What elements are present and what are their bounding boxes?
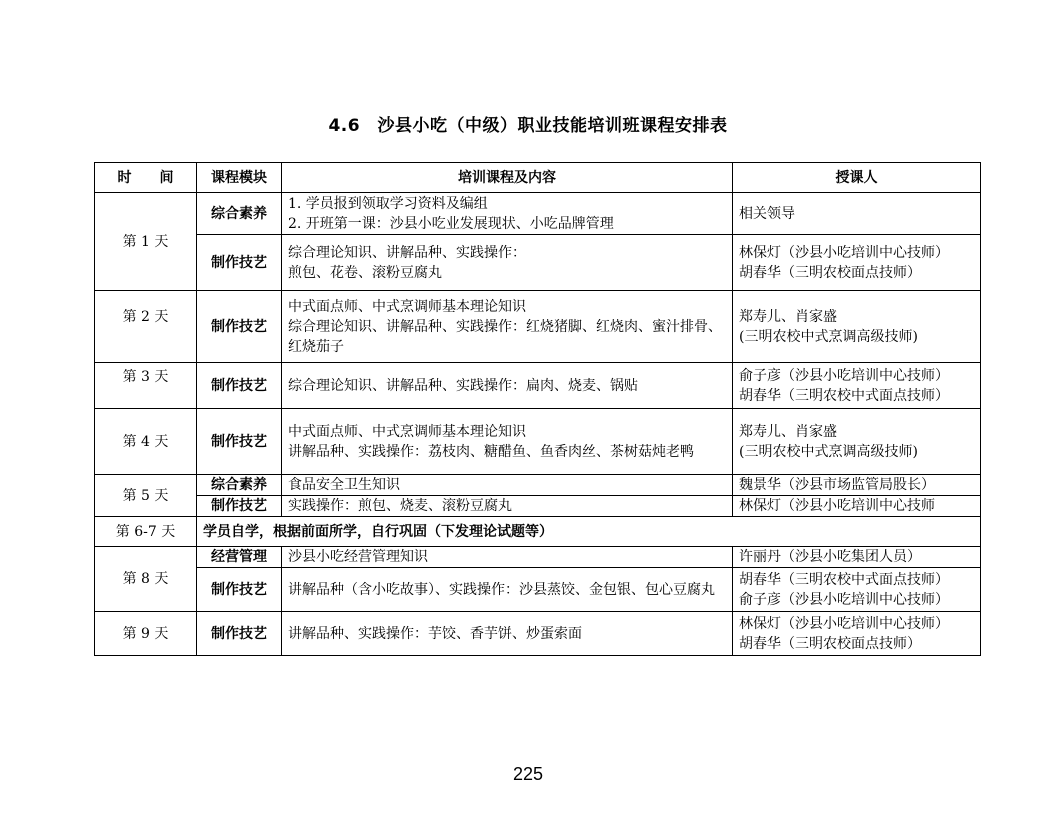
content-line: 综合理论知识、讲解品种、实践操作：红烧猪脚、红烧肉、蜜汁排骨、红烧茄子	[288, 318, 722, 355]
module-cell: 制作技艺	[197, 409, 282, 475]
day-cell: 第 1 天	[95, 193, 197, 291]
teacher-line: 俞子彦（沙县小吃培训中心技师）	[739, 367, 949, 384]
content-cell	[282, 235, 733, 291]
content-cell	[282, 496, 733, 517]
self-study-cell: 学员自学，根据前面所学，自行巩固（下发理论试题等）	[197, 517, 981, 547]
content-line: 中式面点师、中式烹调师基本理论知识	[288, 423, 526, 440]
content-cell	[282, 363, 733, 409]
teacher-cell	[733, 193, 981, 235]
content-line: 讲解品种、实践操作：芋饺、香芋饼、炒蛋索面	[288, 625, 582, 642]
module-cell: 制作技艺	[197, 612, 282, 656]
table-row	[95, 409, 981, 475]
page-title: 4.6 沙县小吃（中级）职业技能培训班课程安排表	[328, 116, 728, 136]
content-cell	[282, 612, 733, 656]
table-header-row	[95, 163, 981, 193]
teacher-line: 郑寿儿、肖家盛	[739, 423, 837, 440]
teacher-line: 林保灯（沙县小吃培训中心技师	[739, 498, 935, 514]
table-row	[95, 517, 981, 547]
table-row	[95, 612, 981, 656]
teacher-line: 郑寿儿、肖家盛	[739, 308, 837, 325]
content-line: 2. 开班第一课：沙县小吃业发展现状、小吃品牌管理	[288, 215, 614, 232]
content-line: 讲解品种、实践操作：荔枝肉、糖醋鱼、鱼香肉丝、茶树菇炖老鸭	[288, 443, 694, 460]
teacher-line: 许丽丹（沙县小吃集团人员）	[739, 549, 921, 565]
teacher-cell	[733, 496, 981, 517]
day-cell: 第 2 天	[95, 291, 197, 363]
teacher-cell	[733, 568, 981, 612]
teacher-line: 相关领导	[739, 205, 795, 222]
module-cell: 制作技艺	[197, 496, 282, 517]
teacher-line: 胡春华（三明农校中式面点技师）	[739, 387, 949, 404]
day-cell: 第 3 天	[95, 363, 197, 409]
module-cell: 制作技艺	[197, 568, 282, 612]
module-cell: 制作技艺	[197, 363, 282, 409]
day-cell: 第 9 天	[95, 612, 197, 656]
teacher-cell	[733, 409, 981, 475]
day-cell: 第 8 天	[95, 547, 197, 612]
teacher-cell	[733, 547, 981, 568]
teacher-line: (三明农校中式烹调高级技师)	[739, 443, 918, 460]
module-cell: 制作技艺	[197, 291, 282, 363]
teacher-line: 胡春华（三明农校面点技师）	[739, 635, 921, 652]
day-cell: 第 6-7 天	[95, 517, 197, 547]
page-number: 225	[512, 764, 544, 784]
module-cell: 综合素养	[197, 193, 282, 235]
teacher-line: (三明农校中式烹调高级技师)	[739, 328, 918, 345]
header-teacher: 授课人	[733, 163, 981, 193]
teacher-cell	[733, 235, 981, 291]
teacher-line: 胡春华（三明农校中式面点技师）	[739, 571, 949, 588]
table-row	[95, 547, 981, 568]
content-line: 实践操作：煎包、烧麦、滚粉豆腐丸	[288, 498, 512, 514]
schedule-table	[94, 162, 981, 656]
content-cell	[282, 547, 733, 568]
table-row	[95, 291, 981, 363]
header-time: 时 间	[95, 163, 197, 193]
content-cell	[282, 475, 733, 496]
content-line: 中式面点师、中式烹调师基本理论知识	[288, 298, 526, 315]
module-cell: 综合素养	[197, 475, 282, 496]
content-cell	[282, 568, 733, 612]
table-row	[95, 363, 981, 409]
content-line: 1. 学员报到领取学习资料及编组	[288, 195, 488, 212]
teacher-cell	[733, 291, 981, 363]
content-line: 沙县小吃经营管理知识	[288, 549, 428, 565]
content-line: 煎包、花卷、滚粉豆腐丸	[288, 264, 442, 281]
table-row	[95, 496, 981, 517]
teacher-line: 林保灯（沙县小吃培训中心技师）	[739, 615, 949, 632]
content-line: 综合理论知识、讲解品种、实践操作：扁肉、烧麦、锅贴	[288, 377, 638, 394]
teacher-line: 胡春华（三明农校面点技师）	[739, 264, 921, 281]
teacher-line: 魏景华（沙县市场监管局股长）	[739, 477, 935, 493]
day-cell: 第 4 天	[95, 409, 197, 475]
content-line: 综合理论知识、讲解品种、实践操作：	[288, 244, 526, 261]
table-row	[95, 193, 981, 235]
content-cell	[282, 291, 733, 363]
teacher-line: 俞子彦（沙县小吃培训中心技师）	[739, 591, 949, 608]
teacher-cell	[733, 475, 981, 496]
table-row	[95, 235, 981, 291]
content-line: 讲解品种（含小吃故事）、实践操作：沙县蒸饺、金包银、包心豆腐丸	[288, 581, 715, 598]
day-cell: 第 5 天	[95, 475, 197, 517]
table-row	[95, 475, 981, 496]
content-cell	[282, 193, 733, 235]
module-cell: 制作技艺	[197, 235, 282, 291]
header-module: 课程模块	[197, 163, 282, 193]
content-cell	[282, 409, 733, 475]
teacher-cell	[733, 612, 981, 656]
content-line: 食品安全卫生知识	[288, 477, 400, 493]
header-content: 培训课程及内容	[282, 163, 733, 193]
module-cell: 经营管理	[197, 547, 282, 568]
table-row	[95, 568, 981, 612]
teacher-line: 林保灯（沙县小吃培训中心技师）	[739, 244, 949, 261]
teacher-cell	[733, 363, 981, 409]
